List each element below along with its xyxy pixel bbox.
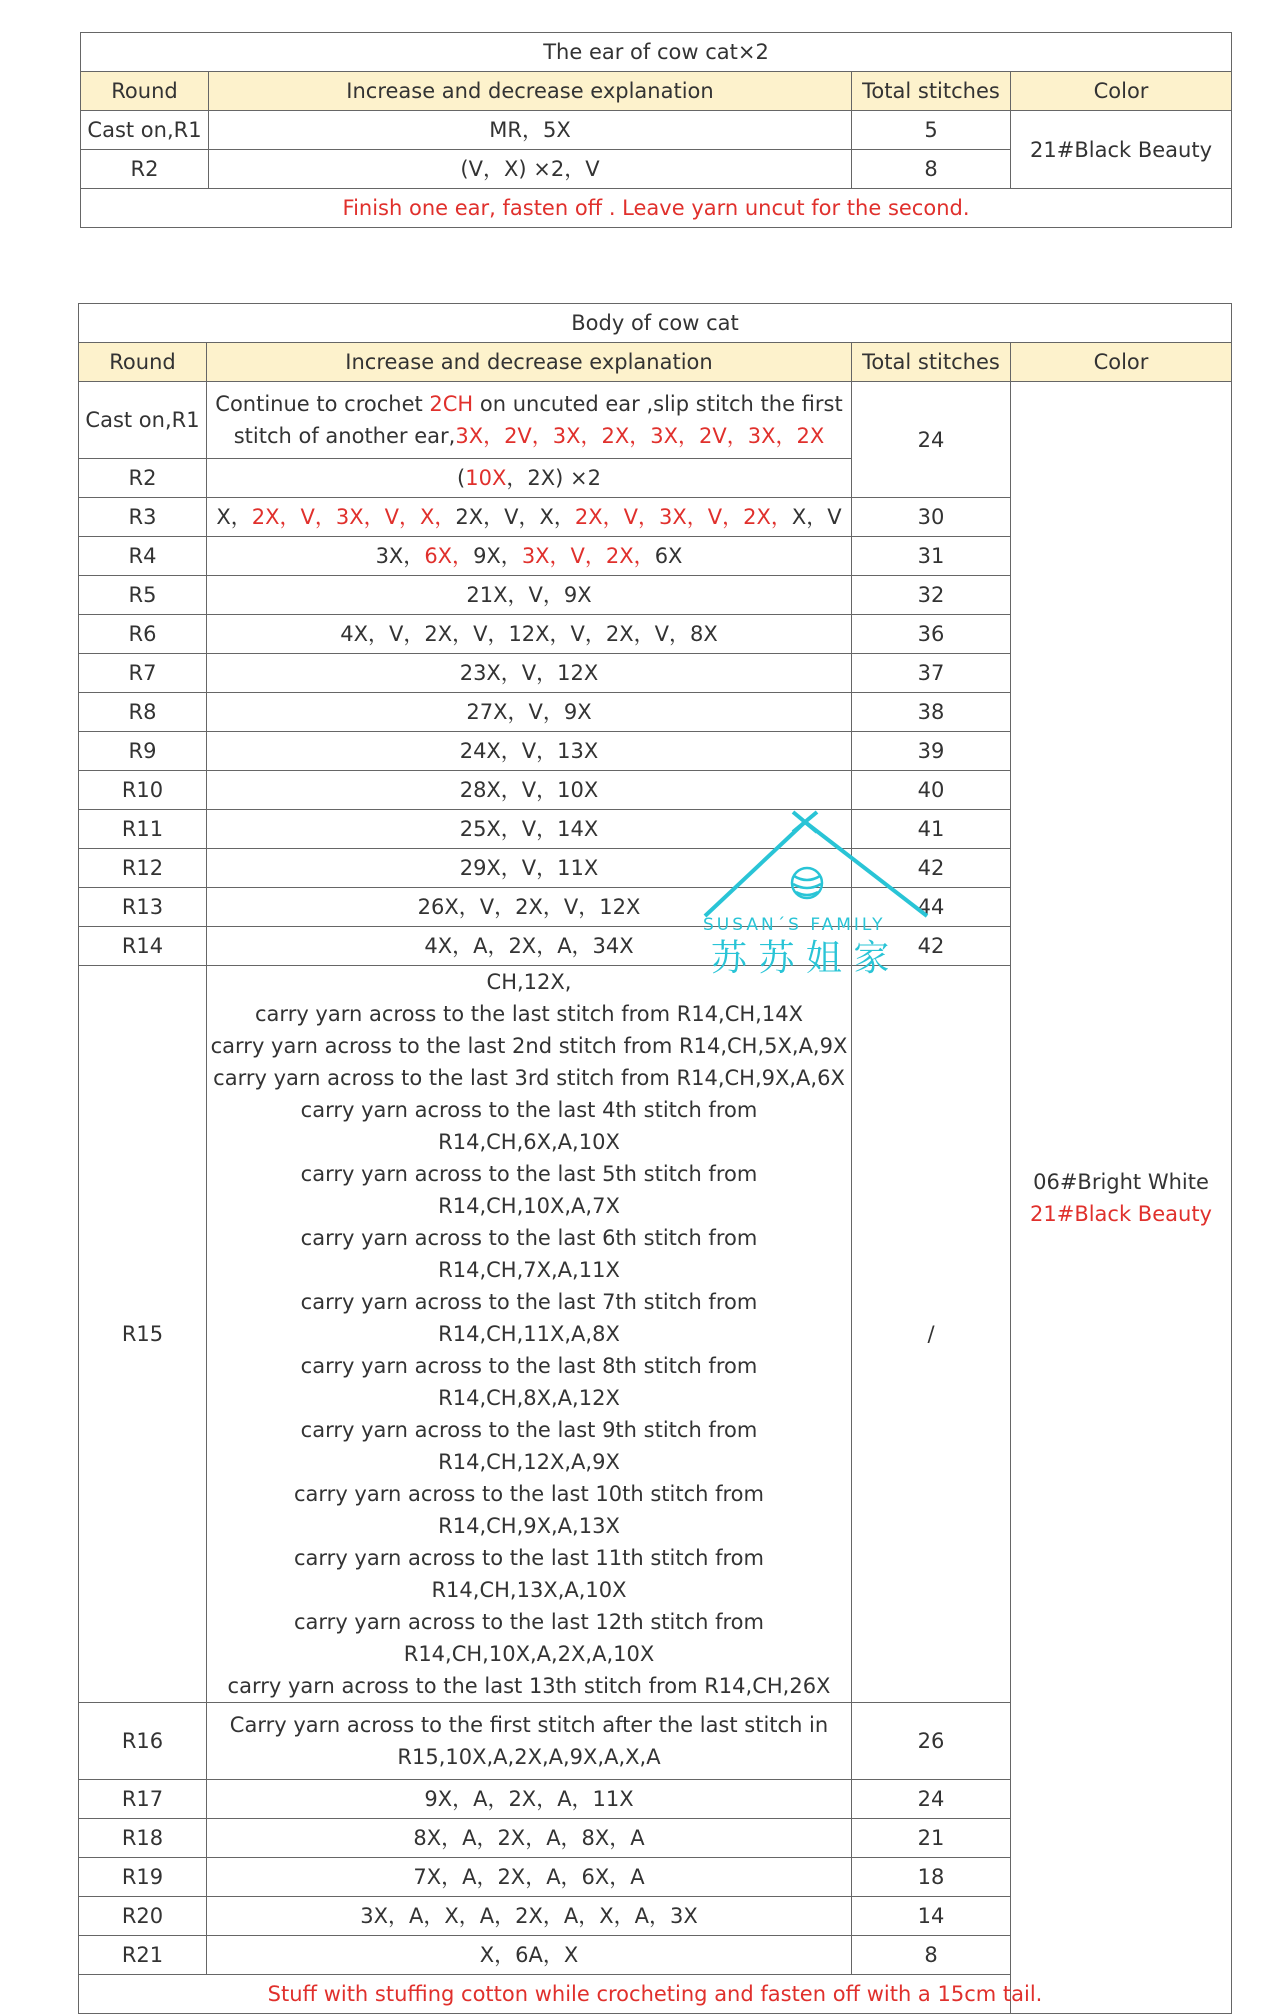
- text-segment: 2X，V，X，: [455, 505, 575, 529]
- explanation-cell: 28X，V，10X: [207, 771, 852, 810]
- round-cell: R14: [79, 927, 207, 966]
- explanation-cell: 27X，V，9X: [207, 693, 852, 732]
- round-cell: R20: [79, 1897, 207, 1936]
- explanation-cell: 3X，A，X，A，2X，A，X，A，3X: [207, 1897, 852, 1936]
- round-cell: R18: [79, 1819, 207, 1858]
- explanation-line: carry yarn across to the last stitch from R14,CH,14X: [255, 1002, 803, 1026]
- round-cell: R11: [79, 810, 207, 849]
- color-white: 06#Bright White: [1033, 1169, 1209, 1194]
- color-black: 21#Black Beauty: [1030, 1201, 1212, 1226]
- explanation-cell: 9X，A，2X，A，11X: [207, 1780, 852, 1819]
- ear-table: [80, 32, 1232, 228]
- explanation-line: carry yarn across to the last 13th stitch from R14,CH,26X: [227, 1674, 831, 1698]
- total-cell: /: [852, 966, 1011, 1703]
- explanation-line: carry yarn across to the last 2nd stitch from R14,CH,5X,A,9X: [210, 1034, 848, 1058]
- round-cell: R10: [79, 771, 207, 810]
- header-explanation: Increase and decrease explanation: [209, 72, 852, 111]
- header-color: Color: [1011, 343, 1232, 382]
- round-cell: R12: [79, 849, 207, 888]
- explanation-cell: 21X，V，9X: [207, 576, 852, 615]
- total-cell: 42: [852, 927, 1011, 966]
- explanation-cell: [207, 537, 852, 576]
- total-cell: 26: [852, 1703, 1011, 1780]
- explanation-cell: 24X，V，13X: [207, 732, 852, 771]
- text-segment: Continue to crochet: [215, 392, 430, 416]
- color-cell: 21#Black Beauty: [1011, 111, 1232, 189]
- explanation-line: carry yarn across to the last 5th stitch from R14,CH,10X,A,7X: [300, 1162, 758, 1218]
- explanation-cell: 4X，V，2X，V，12X，V，2X，V，8X: [207, 615, 852, 654]
- round-cell: R6: [79, 615, 207, 654]
- round-cell: R16: [79, 1703, 207, 1780]
- total-cell: 36: [852, 615, 1011, 654]
- explanation-cell: X，6A，X: [207, 1936, 852, 1975]
- round-cell: R2: [81, 150, 209, 189]
- total-cell: 44: [852, 888, 1011, 927]
- text-segment: stitch of another ear,: [233, 424, 456, 448]
- text-segment: 3X，2V，3X，2X，3X，2V，3X，2X: [455, 424, 825, 448]
- explanation-cell: 26X，V，2X，V，12X: [207, 888, 852, 927]
- total-cell: 8: [852, 150, 1011, 189]
- total-cell: 32: [852, 576, 1011, 615]
- explanation-cell: [207, 459, 852, 498]
- text-segment: 2CH: [429, 392, 474, 416]
- text-segment: 6X: [654, 544, 683, 568]
- round-cell: R19: [79, 1858, 207, 1897]
- total-cell: 37: [852, 654, 1011, 693]
- explanation-cell: [207, 966, 852, 1703]
- round-cell: R5: [79, 576, 207, 615]
- header-round: Round: [79, 343, 207, 382]
- round-cell: R4: [79, 537, 207, 576]
- total-cell: 42: [852, 849, 1011, 888]
- text-segment: 2X，V，3X，V，2X，: [574, 505, 792, 529]
- round-cell: R2: [79, 459, 207, 498]
- total-cell: 24: [852, 382, 1011, 498]
- text-segment: ，2X) ×2: [506, 466, 601, 490]
- total-cell: 31: [852, 537, 1011, 576]
- text-segment: on uncuted ear ,slip stitch the first: [473, 392, 843, 416]
- explanation-cell: 4X，A，2X，A，34X: [207, 927, 852, 966]
- explanation-line: Carry yarn across to the first stitch after the last stitch in: [229, 1713, 829, 1737]
- explanation-line: carry yarn across to the last 11th stitch from R14,CH,13X,A,10X: [294, 1546, 764, 1602]
- header-total: Total stitches: [852, 343, 1011, 382]
- text-segment: (: [457, 466, 466, 490]
- explanation-line: [207, 420, 851, 452]
- total-cell: 5: [852, 111, 1011, 150]
- explanation-line: carry yarn across to the last 10th stitch from R14,CH,9X,A,13X: [294, 1482, 764, 1538]
- round-cell: R13: [79, 888, 207, 927]
- round-cell: R8: [79, 693, 207, 732]
- explanation-line: R15,10X,A,2X,A,9X,A,X,A: [397, 1745, 661, 1769]
- total-cell: 30: [852, 498, 1011, 537]
- explanation-line: R14,CH,10X,A,2X,A,10X: [403, 1642, 655, 1666]
- table-row: [81, 111, 1232, 150]
- round-cell: Cast on,R1: [81, 111, 209, 150]
- explanation-line: CH,12X,: [486, 970, 572, 994]
- explanation-line: [207, 388, 851, 420]
- explanation-cell: 8X，A，2X，A，8X，A: [207, 1819, 852, 1858]
- explanation-line: carry yarn across to the last 12th stitch from: [294, 1610, 764, 1634]
- text-segment: 3X，: [375, 544, 425, 568]
- round-cell: R15: [79, 966, 207, 1703]
- body-table-title: Body of cow cat: [79, 304, 1232, 343]
- explanation-cell: 25X，V，14X: [207, 810, 852, 849]
- explanation-cell: (V，X) ×2，V: [209, 150, 852, 189]
- explanation-cell: 7X，A，2X，A，6X，A: [207, 1858, 852, 1897]
- total-cell: 40: [852, 771, 1011, 810]
- round-cell: R7: [79, 654, 207, 693]
- ear-note: Finish one ear, fasten off . Leave yarn uncut for the second.: [81, 189, 1232, 228]
- explanation-cell: MR，5X: [209, 111, 852, 150]
- round-cell: R17: [79, 1780, 207, 1819]
- explanation-line: carry yarn across to the last 7th stitch from R14,CH,11X,A,8X: [300, 1290, 758, 1346]
- round-cell: R9: [79, 732, 207, 771]
- round-cell: R3: [79, 498, 207, 537]
- round-cell: Cast on,R1: [79, 382, 207, 459]
- total-cell: 8: [852, 1936, 1011, 1975]
- total-cell: 41: [852, 810, 1011, 849]
- explanation-line: carry yarn across to the last 8th stitch from R14,CH,8X,A,12X: [300, 1354, 758, 1410]
- header-round: Round: [81, 72, 209, 111]
- text-segment: 2X，V，3X，V，X，: [251, 505, 456, 529]
- explanation-cell: [207, 498, 852, 537]
- body-table: [78, 303, 1232, 2014]
- explanation-cell: [207, 382, 852, 459]
- explanation-cell: [207, 1703, 852, 1780]
- round-cell: R21: [79, 1936, 207, 1975]
- body-note: Stuff with stuffing cotton while crocheting and fasten off with a 15cm tail.: [79, 1975, 1232, 2014]
- explanation-line: carry yarn across to the last 6th stitch from R14,CH,7X,A,11X: [300, 1226, 758, 1282]
- total-cell: 24: [852, 1780, 1011, 1819]
- color-cell: [1011, 382, 1232, 2014]
- text-segment: 10X: [465, 466, 507, 490]
- total-cell: 14: [852, 1897, 1011, 1936]
- ear-table-title: The ear of cow cat×2: [81, 33, 1232, 72]
- explanation-line: carry yarn across to the last 3rd stitch from R14,CH,9X,A,6X: [213, 1066, 845, 1090]
- text-segment: 9X，: [473, 544, 522, 568]
- watermark-cjk: 苏 苏 姐 家: [711, 938, 890, 979]
- text-segment: X，V: [791, 505, 842, 529]
- total-cell: 38: [852, 693, 1011, 732]
- explanation-cell: 29X，V，11X: [207, 849, 852, 888]
- explanation-cell: 23X，V，12X: [207, 654, 852, 693]
- total-cell: 21: [852, 1819, 1011, 1858]
- text-segment: X，: [216, 505, 252, 529]
- header-explanation: Increase and decrease explanation: [207, 343, 852, 382]
- text-segment: 6X，: [424, 544, 474, 568]
- header-total: Total stitches: [852, 72, 1011, 111]
- explanation-line: carry yarn across to the last 4th stitch from R14,CH,6X,A,10X: [300, 1098, 758, 1154]
- total-cell: 18: [852, 1858, 1011, 1897]
- table-row: [79, 382, 1232, 459]
- explanation-line: carry yarn across to the last 9th stitch from R14,CH,12X,A,9X: [300, 1418, 758, 1474]
- text-segment: 3X，V，2X，: [521, 544, 655, 568]
- total-cell: 39: [852, 732, 1011, 771]
- watermark-latin: SUSAN´S FAMILY: [703, 915, 886, 935]
- header-color: Color: [1011, 72, 1232, 111]
